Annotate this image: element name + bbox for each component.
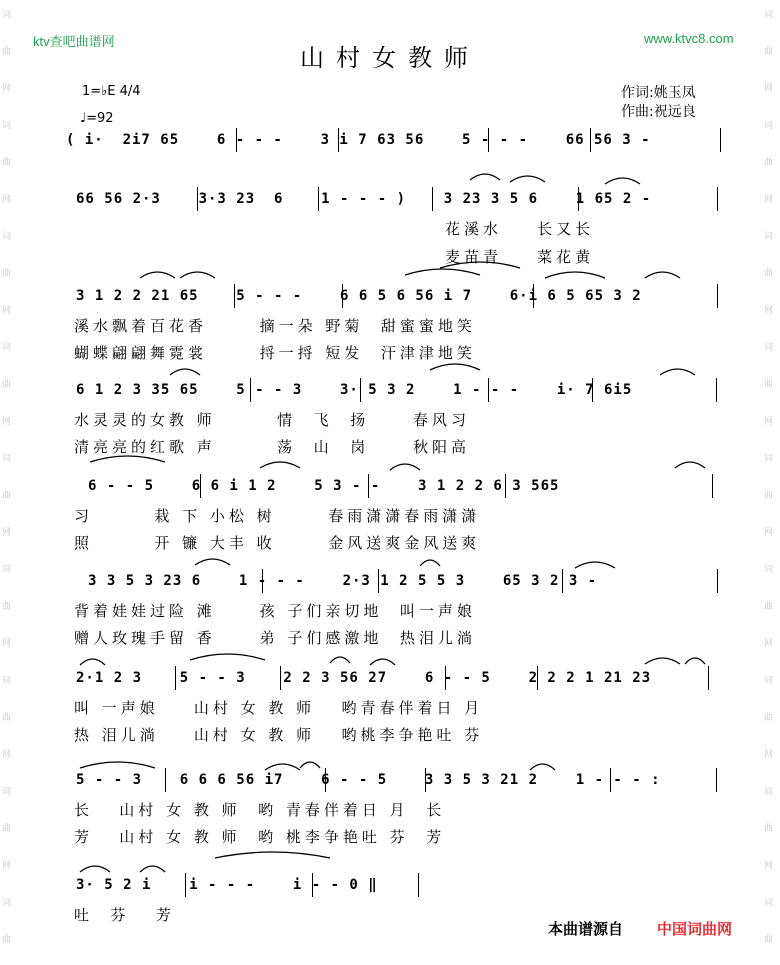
slur [530, 764, 555, 770]
slur [675, 462, 705, 468]
notation-line: 5 - - 3 6 6 6 56 i7 6 - - 5 3 3 5 3 21 2 1 - - - : [76, 772, 661, 788]
bar-line [250, 378, 251, 402]
bar-line [318, 187, 319, 211]
watermark-glyph: 网 [764, 195, 774, 205]
watermark-glyph: 网 [2, 528, 12, 538]
slur [80, 659, 105, 665]
footer-source-label: 本曲谱源自 [548, 920, 624, 938]
watermark-glyph: 网 [2, 84, 12, 94]
watermark-glyph: 词 [764, 898, 774, 908]
watermark-glyph: 词 [2, 676, 12, 686]
watermark-glyph: 网 [764, 306, 774, 316]
bar-line [165, 768, 166, 792]
bar-line [185, 873, 186, 897]
watermark-glyph: 曲 [2, 935, 12, 945]
watermark-glyph: 曲 [764, 158, 774, 168]
bar-line [368, 474, 369, 498]
slur [140, 272, 175, 278]
watermark-glyph: 网 [2, 750, 12, 760]
notation-line: ( i· 2i7 65 6 - - - 3 i 7 63 56 5 - - - 66 56 3 - [66, 132, 651, 148]
watermark-glyph: 词 [2, 232, 12, 242]
watermark-glyph: 曲 [2, 269, 12, 279]
bar-line [562, 569, 563, 593]
watermark-glyph: 曲 [764, 824, 774, 834]
watermark-glyph: 词 [2, 565, 12, 575]
slur [645, 658, 680, 664]
bar-line [592, 378, 593, 402]
bar-line [280, 666, 281, 690]
lyric-verse-2: 蝴蝶翩翩舞霓裳 捋一捋 短发 汗津津地笑 [74, 344, 476, 362]
watermark-glyph: 曲 [2, 380, 12, 390]
slur [265, 764, 300, 770]
slur [575, 562, 615, 568]
lyric-verse-1: 水灵灵的女教 师 情 飞 扬 春风习 [74, 411, 471, 429]
watermark-glyph: 词 [764, 787, 774, 797]
bar-line [505, 474, 506, 498]
bar-line [488, 128, 489, 152]
lyricist-credit: 作词:姚玉凤 [621, 85, 696, 101]
bar-line [712, 474, 713, 498]
bar-line [175, 666, 176, 690]
lyric-verse-1: 吐 芬 芳 [74, 906, 175, 924]
slur [510, 176, 545, 182]
notation-line: 3· 5 2 i i - - - i - - 0 ‖ [76, 877, 378, 893]
watermark-glyph: 曲 [764, 935, 774, 945]
notation-line: 6 1 2 3 35 65 5 - - 3 3· 5 3 2 1 - - - i· 7 6i5 [76, 382, 633, 398]
bar-line [578, 187, 579, 211]
slur [260, 462, 300, 468]
watermark-glyph: 词 [2, 10, 12, 20]
watermark-glyph: 词 [764, 121, 774, 131]
watermark-glyph: 网 [764, 861, 774, 871]
watermark-glyph: 词 [764, 10, 774, 20]
bar-line [262, 569, 263, 593]
watermark-glyph: 曲 [764, 269, 774, 279]
slur [430, 364, 480, 370]
watermark-glyph: 词 [764, 676, 774, 686]
song-title: 山村女教师 [300, 44, 480, 72]
watermark-glyph: 曲 [764, 491, 774, 501]
slur [605, 178, 640, 184]
watermark-glyph: 词 [764, 565, 774, 575]
slur [195, 559, 230, 565]
bar-line [720, 128, 721, 152]
slur [180, 272, 215, 278]
slur [300, 762, 320, 768]
watermark-glyph: 曲 [2, 713, 12, 723]
notation-line: 66 56 2·3 3·3 23 6 1 - - - ) 3 23 3 5 6 1 65 2 - [76, 191, 652, 207]
watermark-glyph: 曲 [764, 713, 774, 723]
bar-line [378, 569, 379, 593]
watermark-glyph: 网 [764, 750, 774, 760]
bar-line [360, 378, 361, 402]
site-watermark-right: www.ktvc8.com [644, 31, 734, 46]
slur [420, 560, 440, 566]
bar-line [708, 666, 709, 690]
slur [645, 272, 680, 278]
lyric-verse-1: 习 栽 下 小松 树 春雨潇潇春雨潇潇 [74, 507, 481, 525]
composer-credit: 作曲:祝远良 [621, 104, 696, 120]
bar-line [425, 768, 426, 792]
bar-line [537, 666, 538, 690]
lyric-verse-1: 花溪水 长又长 [445, 220, 595, 238]
slur [140, 866, 165, 872]
watermark-glyph: 网 [764, 528, 774, 538]
bar-line [418, 873, 419, 897]
slur [685, 658, 705, 664]
bar-line [197, 187, 198, 211]
watermark-glyph: 曲 [2, 602, 12, 612]
watermark-column-left [2, 0, 16, 965]
bar-line [312, 873, 313, 897]
slur [470, 174, 500, 180]
watermark-glyph: 曲 [764, 602, 774, 612]
watermark-glyph: 词 [764, 343, 774, 353]
lyric-verse-2: 麦苗青 菜花黄 [445, 248, 595, 266]
watermark-glyph: 网 [764, 639, 774, 649]
lyric-verse-2: 芳 山村 女 教 师 哟 桃李争艳吐 芬 芳 [74, 828, 446, 846]
bar-line [716, 768, 717, 792]
watermark-glyph: 词 [764, 232, 774, 242]
site-watermark-left: ktv查吧曲谱网 [33, 34, 115, 49]
watermark-glyph: 网 [2, 306, 12, 316]
slur [190, 654, 265, 660]
watermark-column-right [764, 0, 778, 965]
slur [660, 369, 695, 375]
bar-line [338, 128, 339, 152]
watermark-glyph: 词 [2, 787, 12, 797]
slur [545, 272, 605, 278]
bar-line [610, 768, 611, 792]
watermark-glyph: 网 [2, 639, 12, 649]
notation-line: 2·1 2 3 5 - - 3 2 2 3 56 27 6 - - 5 2 2 2 1 21 23 [76, 670, 652, 686]
watermark-glyph: 曲 [2, 158, 12, 168]
slur [215, 852, 330, 858]
slur [80, 866, 110, 872]
watermark-glyph: 网 [764, 84, 774, 94]
bar-line [325, 768, 326, 792]
watermark-glyph: 词 [764, 454, 774, 464]
bar-line [717, 187, 718, 211]
slur [405, 269, 480, 275]
bar-line [716, 378, 717, 402]
slur [80, 762, 155, 768]
bar-line [445, 666, 446, 690]
bar-line [236, 128, 237, 152]
watermark-glyph: 词 [2, 898, 12, 908]
lyric-verse-1: 溪水飘着百花香 摘一朵 野菊 甜蜜蜜地笑 [74, 317, 476, 335]
notation-line: 3 1 2 2 21 65 5 - - - 6 6 5 6 56 i 7 6·i 6 5 65 3 2 [76, 288, 642, 304]
watermark-glyph: 曲 [2, 491, 12, 501]
lyric-verse-2: 照 开 镰 大丰 收 金风送爽金风送爽 [74, 534, 481, 552]
key-signature: 1=♭E 4/4 [82, 84, 141, 99]
slur [370, 659, 395, 665]
bar-line [717, 569, 718, 593]
tempo-marking: ♩=92 [80, 111, 114, 126]
lyric-verse-1: 长 山村 女 教 师 哟 青春伴着日 月 长 [74, 801, 446, 819]
watermark-glyph: 网 [2, 195, 12, 205]
bar-line [200, 474, 201, 498]
watermark-glyph: 曲 [2, 47, 12, 57]
bar-line [717, 284, 718, 308]
bar-line [432, 187, 433, 211]
notation-line: 6 - - 5 6 6 i 1 2 5 3 - - 3 1 2 2 6 3 565 [88, 478, 560, 494]
bar-line [590, 128, 591, 152]
bar-line [488, 378, 489, 402]
watermark-glyph: 曲 [764, 47, 774, 57]
slur [170, 369, 200, 375]
watermark-glyph: 词 [2, 454, 12, 464]
watermark-glyph: 词 [2, 121, 12, 131]
footer-source-site: 中国词曲网 [657, 920, 733, 938]
lyric-verse-2: 热 泪儿淌 山村 女 教 师 哟桃李争艳吐 芬 [74, 726, 484, 744]
watermark-glyph: 网 [764, 417, 774, 427]
bar-line [342, 284, 343, 308]
bar-line [234, 284, 235, 308]
slur [390, 464, 420, 470]
watermark-glyph: 曲 [764, 380, 774, 390]
watermark-glyph: 曲 [2, 824, 12, 834]
bar-line [533, 284, 534, 308]
lyric-verse-1: 背着娃娃过险 滩 孩 子们亲切地 叫一声娘 [74, 602, 476, 620]
lyric-verse-1: 叫 一声娘 山村 女 教 师 哟青春伴着日 月 [74, 699, 484, 717]
notation-line: 3 3 5 3 23 6 1 - - - 2·3 1 2 5 5 3 65 3 2 3 - [88, 573, 598, 589]
lyric-verse-2: 赠人玫瑰手留 香 弟 子们感激地 热泪儿淌 [74, 629, 476, 647]
lyric-verse-2: 清亮亮的红歌 声 荡 山 岗 秋阳高 [74, 438, 471, 456]
watermark-glyph: 词 [2, 343, 12, 353]
slur [330, 657, 350, 663]
watermark-glyph: 网 [2, 417, 12, 427]
watermark-glyph: 网 [2, 861, 12, 871]
